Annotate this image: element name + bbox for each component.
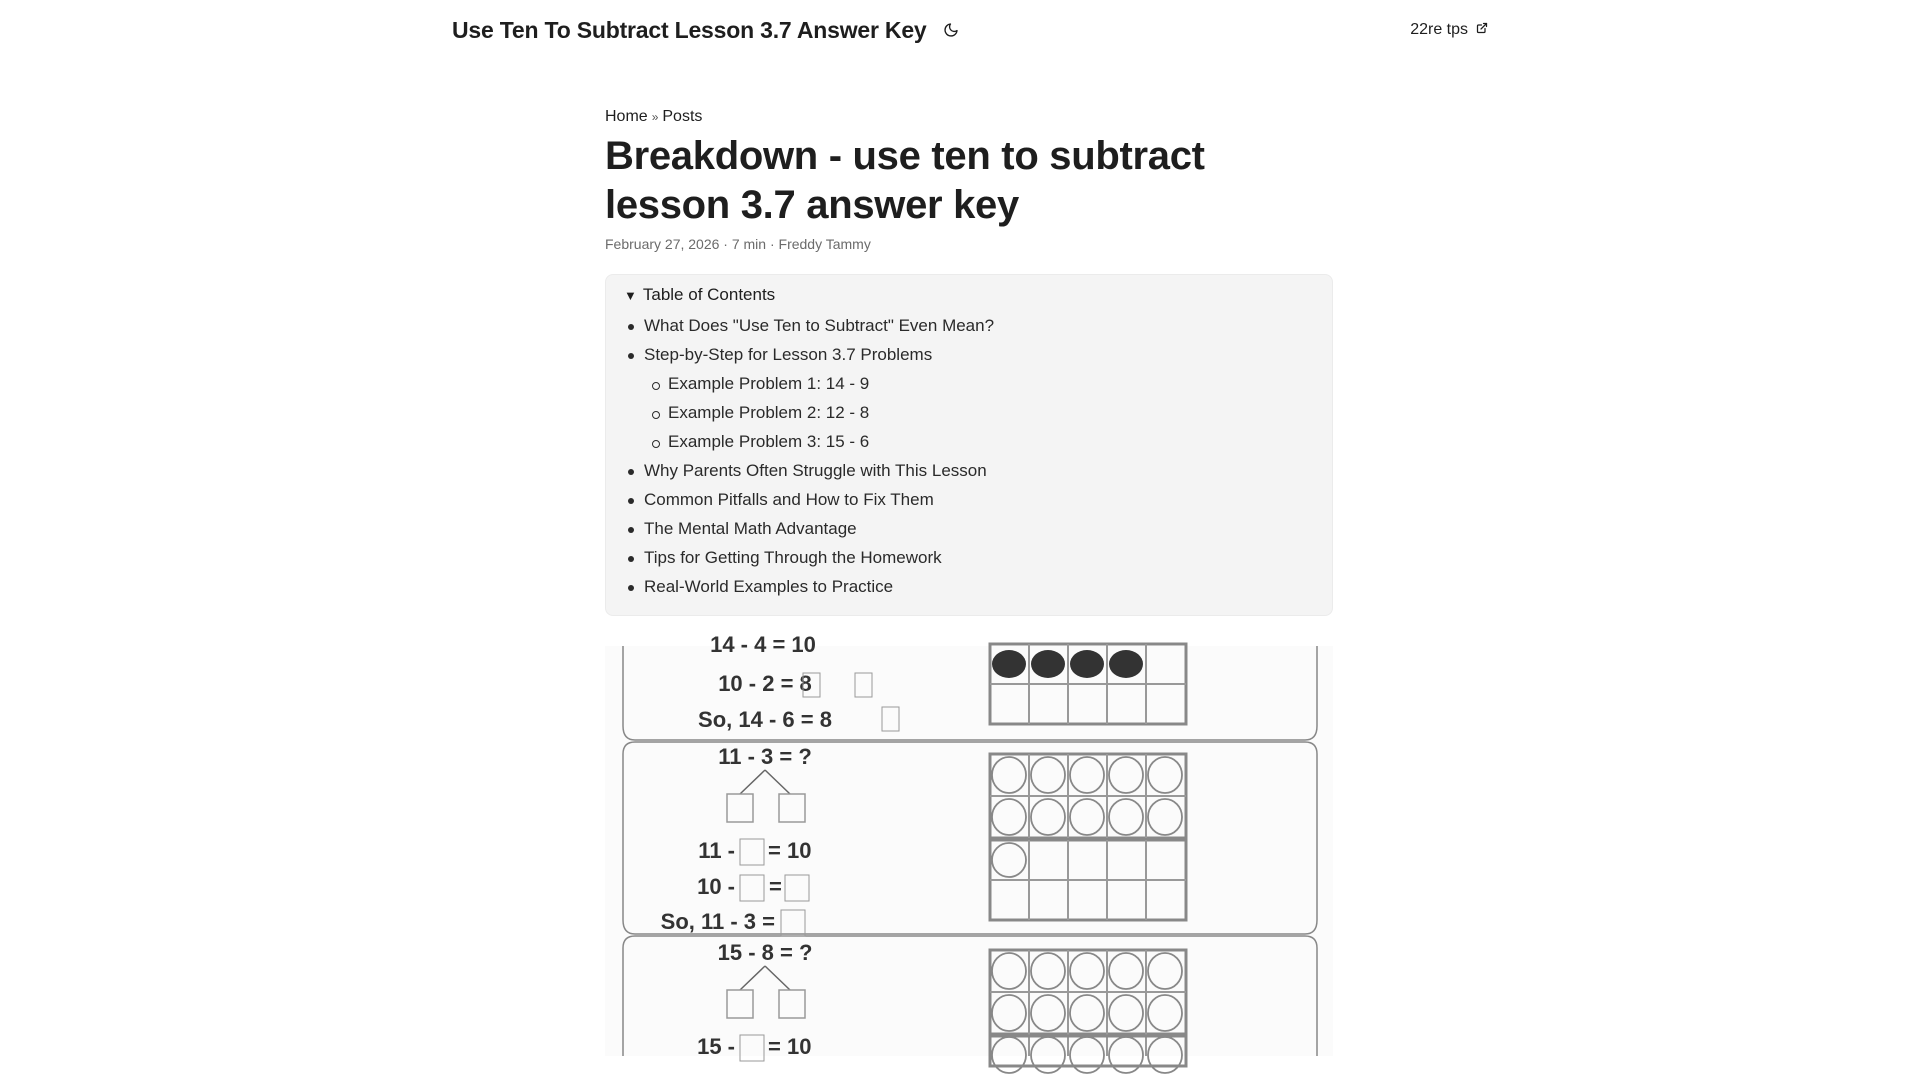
panel3-line1: 15 - (697, 1034, 735, 1059)
toc-summary-label: Table of Contents (642, 285, 776, 304)
breadcrumb-posts[interactable]: Posts (662, 108, 703, 125)
post-title: Breakdown - use ten to subtract lesson 3.7 answer key (605, 134, 1205, 227)
toc-list (624, 311, 1314, 601)
toc-link[interactable]: Example Problem 2: 12 - 8 (668, 403, 870, 422)
breadcrumb (605, 108, 1333, 126)
panel1-line3: So, 14 - 6 = 8 (698, 707, 832, 732)
panel2-line2: 10 - (697, 874, 735, 899)
panel3-problem: 15 - 8 = ? (717, 940, 813, 965)
breadcrumb-separator: » (651, 110, 659, 124)
table-of-contents (605, 274, 1333, 616)
panel2-problem: 11 - 3 = ? (718, 744, 812, 769)
post-meta: February 27, 2026 · 7 min · Freddy Tammy (605, 236, 871, 252)
toc-link[interactable]: Common Pitfalls and How to Fix Them (644, 490, 934, 509)
worksheet-image (605, 632, 1333, 1059)
post-main (605, 108, 1333, 1059)
panel1-line2: 10 - 2 = 8 (718, 671, 812, 696)
toc-link[interactable]: Why Parents Often Struggle with This Lesson (644, 461, 987, 480)
site-header (452, 0, 1488, 60)
toc-subitem (624, 427, 1314, 456)
toc-subitem (624, 369, 1314, 398)
site-title-link[interactable]: Use Ten To Subtract Lesson 3.7 Answer Key (452, 16, 927, 43)
moon-icon[interactable] (941, 20, 961, 40)
breadcrumb-home[interactable]: Home (605, 108, 648, 125)
triangle-down-icon: ▼ (624, 287, 637, 303)
panel1-top: 14 - 4 = 10 (710, 632, 816, 657)
toc-link[interactable]: The Mental Math Advantage (644, 519, 857, 538)
panel2-line3: So, 11 - 3 = (660, 909, 775, 934)
toc-link[interactable]: Step-by-Step for Lesson 3.7 Problems (644, 345, 933, 364)
toc-item (624, 311, 1314, 340)
toc-link[interactable]: Tips for Getting Through the Homework (644, 548, 942, 567)
toc-link[interactable]: What Does "Use Ten to Subtract" Even Mean? (644, 316, 995, 335)
menu-link-external[interactable] (1410, 21, 1488, 39)
toc-item (624, 340, 1314, 369)
toc-item (624, 514, 1314, 543)
toc-item (624, 572, 1314, 601)
toc-item (624, 456, 1314, 485)
external-link-icon (1476, 21, 1488, 39)
panel2-line1: 11 - (698, 838, 735, 863)
panel3-line1-end: = 10 (768, 1034, 812, 1059)
toc-link[interactable]: Example Problem 1: 14 - 9 (668, 374, 870, 393)
toc-item (624, 543, 1314, 572)
toc-subitem (624, 398, 1314, 427)
menu-link-label: 22re tps (1410, 21, 1468, 38)
toc-link[interactable]: Example Problem 3: 15 - 6 (668, 432, 870, 451)
logo-group (452, 17, 961, 44)
toc-toggle[interactable] (624, 285, 1314, 305)
panel2-line2-end: = (769, 874, 782, 899)
toc-link[interactable]: Real-World Examples to Practice (644, 577, 894, 596)
toc-item (624, 485, 1314, 514)
panel2-line1-end: = 10 (768, 838, 812, 863)
